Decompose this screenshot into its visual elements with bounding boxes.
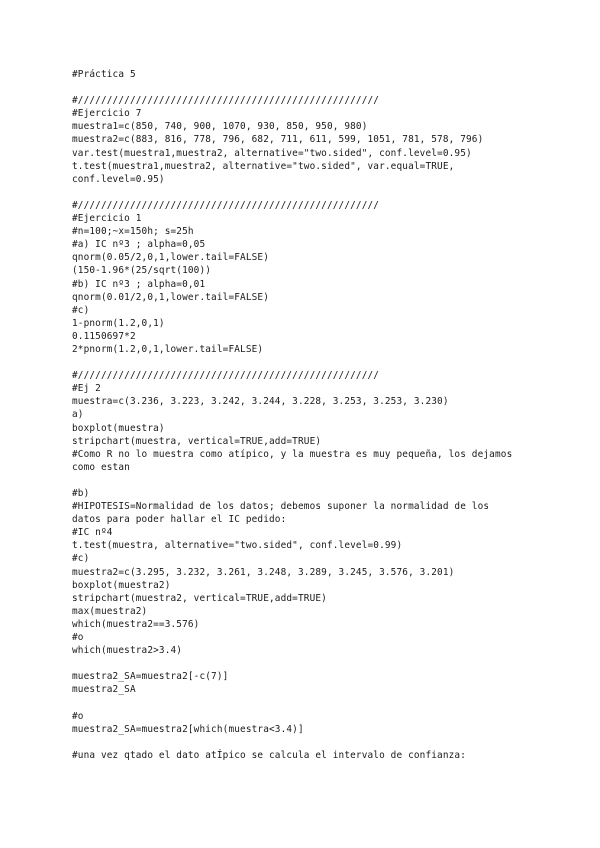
code-line: boxplot(muestra)	[72, 422, 165, 434]
code-line: t.test(muestra, alternative="two.sided", conf.level=0.99)	[72, 540, 403, 552]
code-line: conf.level=0.95)	[72, 173, 165, 185]
code-line: #Ejercicio 7	[72, 108, 142, 120]
code-line: muestra2_SA=muestra2[-c(7)]	[72, 671, 229, 683]
code-line: max(muestra2)	[72, 605, 148, 617]
code-line: boxplot(muestra2)	[72, 579, 171, 591]
code-line: #////////////////////////////////////////////////////	[72, 199, 380, 211]
code-line: como estan	[72, 461, 130, 473]
code-line: which(muestra2>3.4)	[72, 645, 183, 657]
code-line	[72, 81, 572, 94]
code-line: #o	[72, 710, 84, 722]
code-line: qnorm(0.01/2,0,1,lower.tail=FALSE)	[72, 291, 270, 303]
code-line: 0.1150697*2	[72, 330, 136, 342]
code-line: qnorm(0.05/2,0,1,lower.tail=FALSE)	[72, 252, 270, 264]
code-line: muestra2=c(883, 816, 778, 796, 682, 711, 611, 599, 1051, 781, 578, 796)	[72, 134, 484, 146]
code-line: muestra2_SA=muestra2[which(muestra<3.4)]	[72, 723, 304, 735]
code-line: t.test(muestra1,muestra2, alternative="two.sided", var.equal=TRUE,	[72, 160, 455, 172]
code-line: #n=100;~x=150h; s=25h	[72, 226, 194, 238]
code-line: #Práctica 5	[72, 69, 136, 80]
code-line: #o	[72, 632, 84, 644]
code-line: #b) IC nº3 ; alpha=0,01	[72, 278, 206, 290]
code-line	[72, 186, 572, 199]
code-line: 1-pnorm(1.2,0,1)	[72, 317, 165, 329]
code-line: #a) IC nº3 ; alpha=0,05	[72, 239, 206, 251]
code-line: stripchart(muestra2, vertical=TRUE,add=TRUE)	[72, 592, 327, 604]
code-line	[72, 474, 572, 487]
code-line: #c)	[72, 304, 90, 316]
code-line: #b)	[72, 488, 90, 499]
code-line: #IC nº4	[72, 527, 113, 539]
code-line: muestra2=c(3.295, 3.232, 3.261, 3.248, 3.289, 3.245, 3.576, 3.201)	[72, 566, 455, 578]
code-line: var.test(muestra1,muestra2, alternative="two.sided", conf.level=0.95)	[72, 147, 472, 159]
code-line	[72, 356, 572, 369]
code-line	[72, 697, 572, 710]
code-line: #Ejercicio 1	[72, 213, 142, 225]
code-line: #Como R no lo muestra como atípico, y la muestra es muy pequeña, los dejamos	[72, 448, 513, 460]
code-line: muestra=c(3.236, 3.223, 3.242, 3.244, 3.228, 3.253, 3.253, 3.230)	[72, 396, 449, 408]
code-line: #una vez qtado el dato atÍpico se calcula el intervalo de confianza:	[72, 749, 467, 761]
code-line: stripchart(muestra, vertical=TRUE,add=TRUE)	[72, 435, 322, 447]
code-line: #////////////////////////////////////////////////////	[72, 95, 380, 107]
code-block	[72, 68, 572, 762]
code-line: 2*pnorm(1.2,0,1,lower.tail=FALSE)	[72, 343, 264, 355]
code-line: which(muestra2==3.576)	[72, 618, 200, 630]
code-line: a)	[72, 409, 84, 421]
code-line: #HIPOTESIS=Normalidad de los datos; debemos suponer la normalidad de los	[72, 501, 490, 513]
code-line: datos para poder hallar el IC pedido:	[72, 514, 287, 526]
code-line: #c)	[72, 553, 90, 565]
code-line: #////////////////////////////////////////////////////	[72, 370, 380, 382]
code-line	[72, 657, 572, 670]
code-line: muestra2_SA	[72, 684, 136, 696]
code-line: #Ej 2	[72, 383, 101, 395]
code-line: muestra1=c(850, 740, 900, 1070, 930, 850, 950, 980)	[72, 121, 368, 133]
code-line: (150-1.96*(25/sqrt(100))	[72, 265, 212, 277]
code-line	[72, 736, 572, 749]
